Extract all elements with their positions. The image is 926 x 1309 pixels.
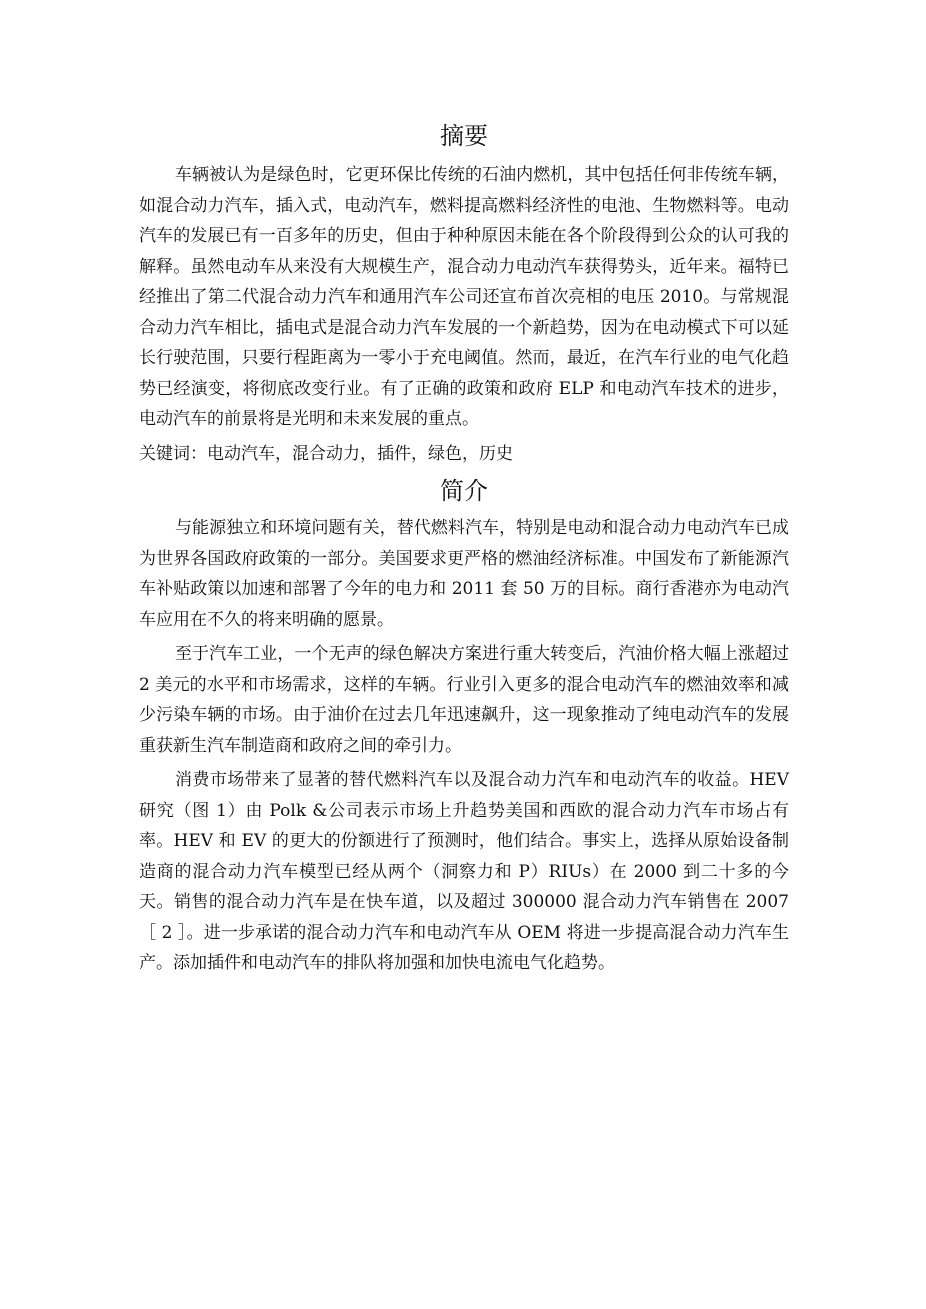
introduction-paragraph-1: 与能源独立和环境问题有关，替代燃料汽车，特别是电动和混合动力电动汽车已成为世界各国政府政策的一部分。美国要求更严格的燃油经济标准。中国发布了新能源汽车补贴政策以加速和部署了今年的电力和 2011 套 50 万的目标。商行香港亦为电动汽车应用在不久的将来明确的愿景。 bbox=[139, 518, 789, 630]
introduction-paragraph-3: 消费市场带来了显著的替代燃料汽车以及混合动力汽车和电动汽车的收益。HEV 研究（图 1）由 Polk &公司表示市场上升趋势美国和西欧的混合动力汽车市场占有率。HEV 和 EV 的更大的份额进行了预测时，他们结合。事实上，选择从原始设备制造商的混合动力汽车模型已经从两个（洞察力和 P）RIUs）在 2000 到二十多的今天。销售的混合动力汽车是在快车道，以及超过 300000 混合动力汽车销售在 2007 ［ 2 ］。进一步承诺的混合动力汽车和电动汽车从 OEM 将进一步提高混合动力汽车生产。添加插件和电动汽车的排队将加强和加快电流电气化趋势。 bbox=[139, 770, 789, 973]
abstract-title: 摘要 bbox=[440, 122, 488, 150]
abstract-paragraph: 车辆被认为是绿色时，它更环保比传统的石油内燃机，其中包括任何非传统车辆，如混合动力汽车，插入式，电动汽车，燃料提高燃料经济性的电池、生物燃料等。电动汽车的发展已有一百多年的历史，但由于种种原因未能在各个阶段得到公众的认可我的解释。虽然电动车从来没有大规模生产，混合动力电动汽车获得势头，近年来。福特已经推出了第二代混合动力汽车和通用汽车公司还宣布首次亮相的电压 2010。与常规混合动力汽车相比，插电式是混合动力汽车发展的一个新趋势，因为在电动模式下可以延长行驶范围，只要行程距离为一零小于充电阈值。然而，最近，在汽车行业的电气化趋势已经演变，将彻底改变行业。有了正确的政策和政府 ELP 和电动汽车技术的进步，电动汽车的前景将是光明和未来发展的重点。 bbox=[139, 165, 789, 429]
introduction-title: 简介 bbox=[440, 477, 488, 505]
document-page bbox=[139, 118, 789, 983]
introduction-paragraph-2: 至于汽车工业，一个无声的绿色解决方案进行重大转变后，汽油价格大幅上涨超过 2 美元的水平和市场需求，这样的车辆。行业引入更多的混合电动汽车的燃油效率和减少污染车辆的市场。由于油价在过去几年迅速飙升，这一现象推动了纯电动汽车的发展重获新生汽车制造商和政府之间的牵引力。 bbox=[139, 644, 789, 756]
keywords-line: 关键词：电动汽车，混合动力，插件，绿色，历史 bbox=[139, 443, 513, 464]
